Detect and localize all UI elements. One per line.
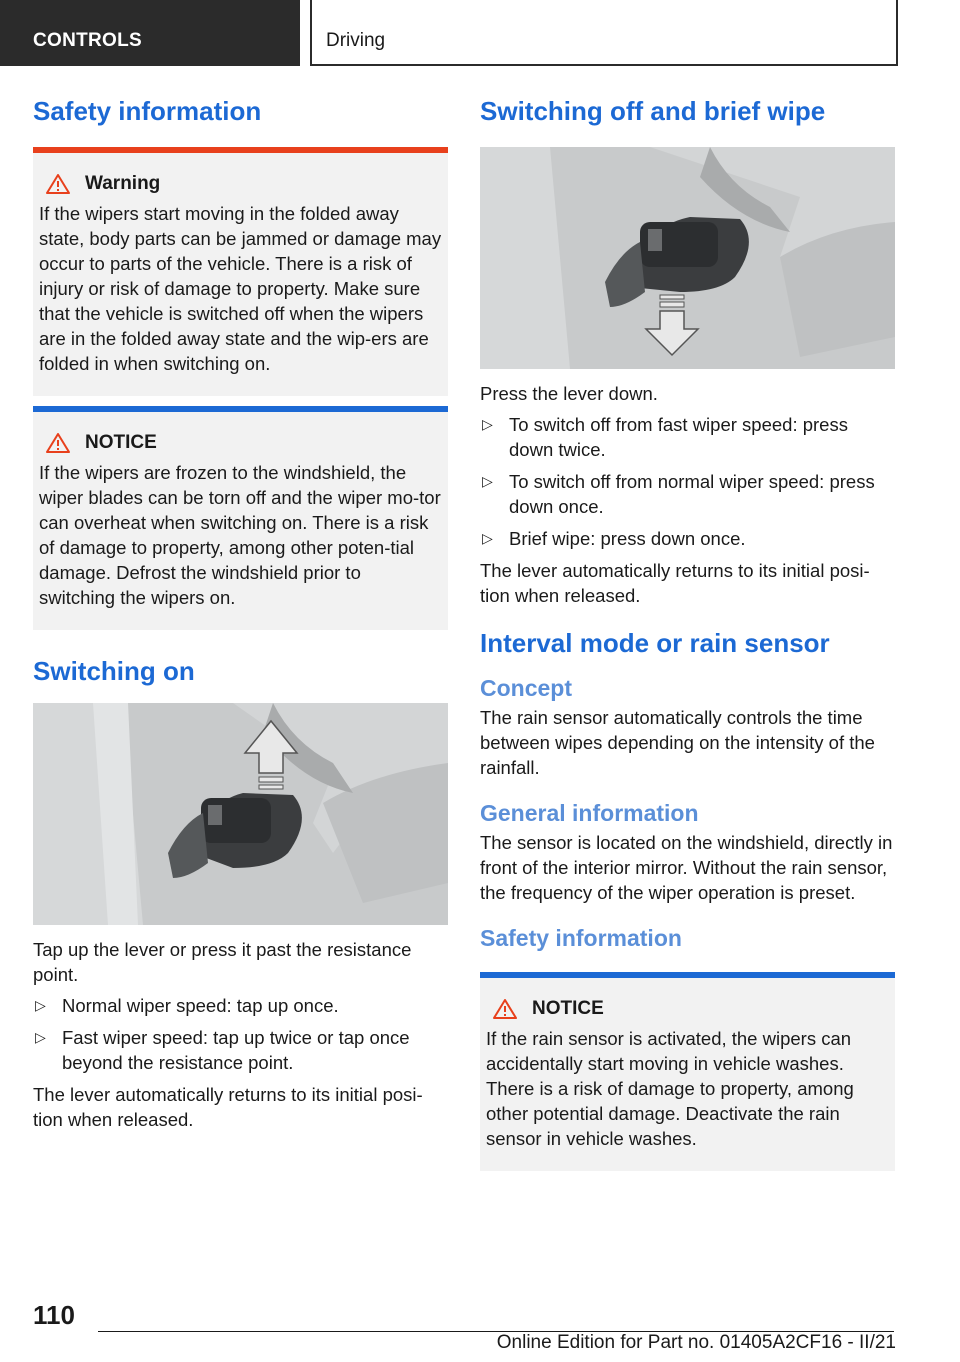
triangle-bullet-icon: ▷ <box>35 1029 46 1046</box>
notice-title <box>45 432 442 454</box>
notice-text: If the wipers are frozen to the windshield, the wiper blades can be torn off and the wiper mo-tor can overheat when switching on. There is a risk of damage to property, among other poten-tial damage. Defrost the windshield prior to switching the wipers on. <box>39 462 441 609</box>
switching-on-heading: Switching on <box>33 656 195 687</box>
triangle-bullet-icon: ▷ <box>35 997 46 1014</box>
triangle-bullet-icon: ▷ <box>482 530 493 547</box>
chapter-tab <box>310 0 898 66</box>
triangle-bullet-icon: ▷ <box>482 473 493 490</box>
right-column <box>480 96 895 1171</box>
page-number: 110 <box>33 1300 75 1330</box>
list-item: ▷ To switch off from normal wiper speed: press down once. <box>482 471 875 518</box>
list-item: ▷ To switch off from fast wiper speed: press down twice. <box>482 414 848 461</box>
section-label: CONTROLS <box>33 30 143 51</box>
wiper-lever-down-illustration <box>480 147 895 369</box>
warning-triangle-icon <box>492 998 518 1020</box>
general-info-heading: General information <box>480 799 699 826</box>
switching-off-list <box>480 412 895 551</box>
chapter-label: Driving <box>326 30 386 51</box>
general-info-text: The sensor is located on the windshield, directly in front of the interior mirror. Without the rain sensor, the frequency of the wiper operation is preset. <box>480 831 893 903</box>
concept-text: The rain sensor automatically controls the time between wipes depending on the intensity of the rainfall. <box>480 706 875 778</box>
triangle-bullet-icon: ▷ <box>482 416 493 433</box>
switching-on-list <box>33 993 448 1075</box>
rain-notice-box <box>480 972 895 1171</box>
warning-box <box>33 147 448 396</box>
warning-text: If the wipers start moving in the folded away state, body parts can be jammed or damage may occur to parts of the vehicle. There is a risk of injury or risk of damage to property. Make sure that the vehicle is switched off when the wipers are in the folded away state and the wip-ers are folded in when switching on. <box>39 203 442 375</box>
wiper-lever-up-illustration <box>33 703 448 925</box>
rain-safety-heading: Safety information <box>480 924 682 951</box>
warning-triangle-icon <box>45 173 71 195</box>
warning-label: Warning <box>85 173 161 195</box>
switching-off-outro: The lever automatically returns to its initial posi-tion when released. <box>480 560 870 607</box>
notice-box <box>33 406 448 630</box>
interval-mode-heading: Interval mode or rain sensor <box>480 628 830 659</box>
concept-heading: Concept <box>480 675 572 702</box>
warning-title <box>45 173 442 195</box>
notice-label: NOTICE <box>85 432 157 454</box>
safety-info-heading: Safety information <box>33 96 262 126</box>
list-item: ▷ Normal wiper speed: tap up once. <box>35 995 339 1017</box>
switching-off-intro: Press the lever down. <box>480 383 658 405</box>
edition-label: Online Edition for Part no. 01405A2CF16 - II/21 <box>496 1332 896 1353</box>
rain-notice-text: If the rain sensor is activated, the wipers can accidentally start moving in vehicle washes. There is a risk of damage to property, among other potential damage. Deactivate the rain sensor in vehicle washes. <box>486 1028 854 1150</box>
rain-notice-title <box>492 998 889 1020</box>
switching-on-intro: Tap up the lever or press it past the resistance point. <box>33 939 412 986</box>
warning-triangle-icon <box>45 432 71 454</box>
switching-off-heading: Switching off and brief wipe <box>480 96 826 126</box>
rain-notice-label: NOTICE <box>532 998 604 1020</box>
switching-on-outro: The lever automatically returns to its initial posi-tion when released. <box>33 1084 423 1131</box>
list-item: ▷ Brief wipe: press down once. <box>482 528 746 550</box>
section-tab <box>0 0 300 66</box>
list-item: ▷ Fast wiper speed: tap up twice or tap once beyond the resistance point. <box>35 1027 410 1074</box>
left-column <box>33 96 448 1132</box>
